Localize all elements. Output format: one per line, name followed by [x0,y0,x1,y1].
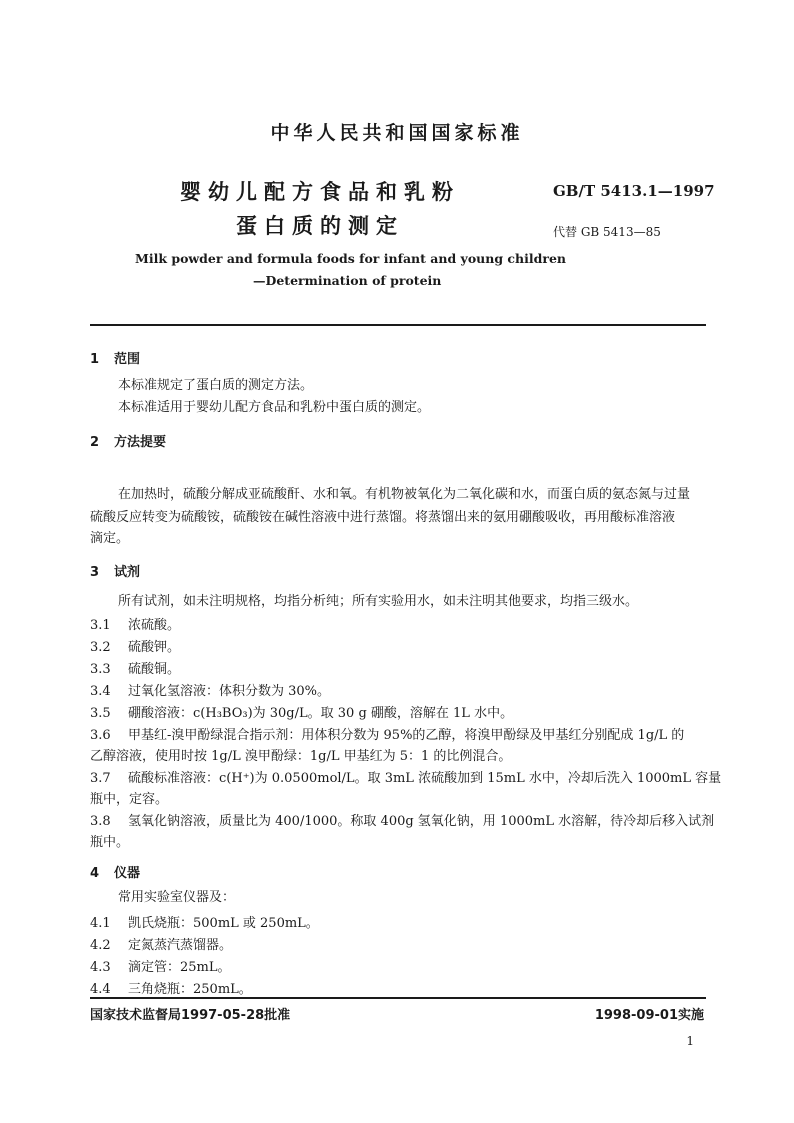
list-item-continuation: 瓶中。 [90,835,130,850]
list-item [90,810,714,829]
list-item [90,767,721,786]
section-title: 仪器 [114,866,141,881]
document-title-line2: 蛋白质的测定 [236,214,404,238]
item-text: 浓硫酸。 [128,618,181,633]
item-number: 3.8 [90,814,111,829]
effective-date: 1998-09-01实施 [594,1008,704,1023]
item-number: 3.6 [90,728,111,743]
item-number: 4.2 [90,938,111,953]
list-item [90,934,232,953]
english-title-line1: Milk powder and formula foods for infant and young children [135,251,566,266]
method-summary-line-2: 硫酸反应转变为硫酸铵，硫酸铵在碱性溶液中进行蒸馏。将蒸馏出来的氨用硼酸吸收，再用酸标准溶液 [90,510,676,525]
scope-paragraph-2: 本标准适用于婴幼儿配方食品和乳粉中蛋白质的测定。 [118,400,431,415]
section-number: 4 [90,866,100,881]
method-summary-line-1: 在加热时，硫酸分解成亚硫酸酐、水和氧。有机物被氧化为二氧化碳和水，而蛋白质的氨态氮与过量 [118,487,691,502]
section-title: 范围 [114,352,141,367]
section-4-heading [90,862,140,881]
item-number: 4.1 [90,916,111,931]
scope-paragraph-1: 本标准规定了蛋白质的测定方法。 [118,378,314,393]
section-3-heading [90,561,140,580]
document-title-line1: 婴幼儿配方食品和乳粉 [180,180,460,204]
item-text: 硫酸标准溶液：c(H⁺)为 0.0500mol/L。取 3mL 浓硫酸加到 15mL 水中，冷却后洗入 1000mL 容量 [128,771,722,786]
method-summary-line-3: 滴定。 [90,531,130,546]
item-text: 硫酸铜。 [128,662,181,677]
item-text: 凯氏烧瓶：500mL 或 250mL。 [128,916,319,931]
approval-statement: 国家技术监督局1997-05-28批准 [90,1008,291,1023]
item-number: 3.3 [90,662,111,677]
item-text: 甲基红-溴甲酚绿混合指示剂：用体积分数为 95%的乙醇，将溴甲酚绿及甲基红分别配成 1g/L 的 [128,728,685,743]
page-number: 1 [686,1034,694,1048]
list-item [90,702,513,721]
list-item [90,636,180,655]
replaces-standard: 代替 GB 5413—85 [553,225,661,239]
item-text: 滴定管：25mL。 [128,960,231,975]
item-number: 4.4 [90,982,111,997]
list-item [90,956,231,975]
section-1-heading [90,348,140,367]
item-number: 3.5 [90,706,111,721]
item-text: 过氧化氢溶液：体积分数为 30%。 [128,684,331,699]
list-item [90,978,252,997]
standard-code: GB/T 5413.1—1997 [553,182,715,200]
item-number: 3.7 [90,771,111,786]
item-number: 3.2 [90,640,111,655]
item-text: 硫酸钾。 [128,640,181,655]
list-item-continuation: 瓶中，定容。 [90,792,169,807]
reagents-intro: 所有试剂，如未注明规格，均指分析纯；所有实验用水，如未注明其他要求，均指三级水。 [118,594,639,609]
section-number: 3 [90,565,100,580]
list-item [90,658,180,677]
english-title-line2: —Determination of protein [253,273,442,288]
list-item [90,724,684,743]
item-text: 氢氧化钠溶液，质量比为 400/1000。称取 400g 氢氧化钠，用 1000mL 水溶解，待冷却后移入试剂 [128,814,715,829]
section-title: 方法提要 [114,435,167,450]
section-title: 试剂 [114,565,141,580]
item-text: 三角烧瓶：250mL。 [128,982,252,997]
section-number: 1 [90,352,100,367]
apparatus-intro: 常用实验室仪器及： [118,890,236,905]
header-divider [90,324,706,326]
item-number: 4.3 [90,960,111,975]
item-text: 硼酸溶液：c(H₃BO₃)为 30g/L。取 30 g 硼酸，溶解在 1L 水中。 [128,706,514,721]
item-text: 定氮蒸汽蒸馏器。 [128,938,233,953]
item-number: 3.4 [90,684,111,699]
section-number: 2 [90,435,100,450]
item-number: 3.1 [90,618,111,633]
list-item [90,614,180,633]
national-standard-heading: 中华人民共和国国家标准 [270,122,524,144]
list-item-continuation: 乙醇溶液，使用时按 1g/L 溴甲酚绿：1g/L 甲基红为 5：1 的比例混合。 [90,749,512,764]
list-item [90,912,319,931]
section-2-heading [90,431,166,450]
footer-divider [90,997,706,999]
list-item [90,680,330,699]
